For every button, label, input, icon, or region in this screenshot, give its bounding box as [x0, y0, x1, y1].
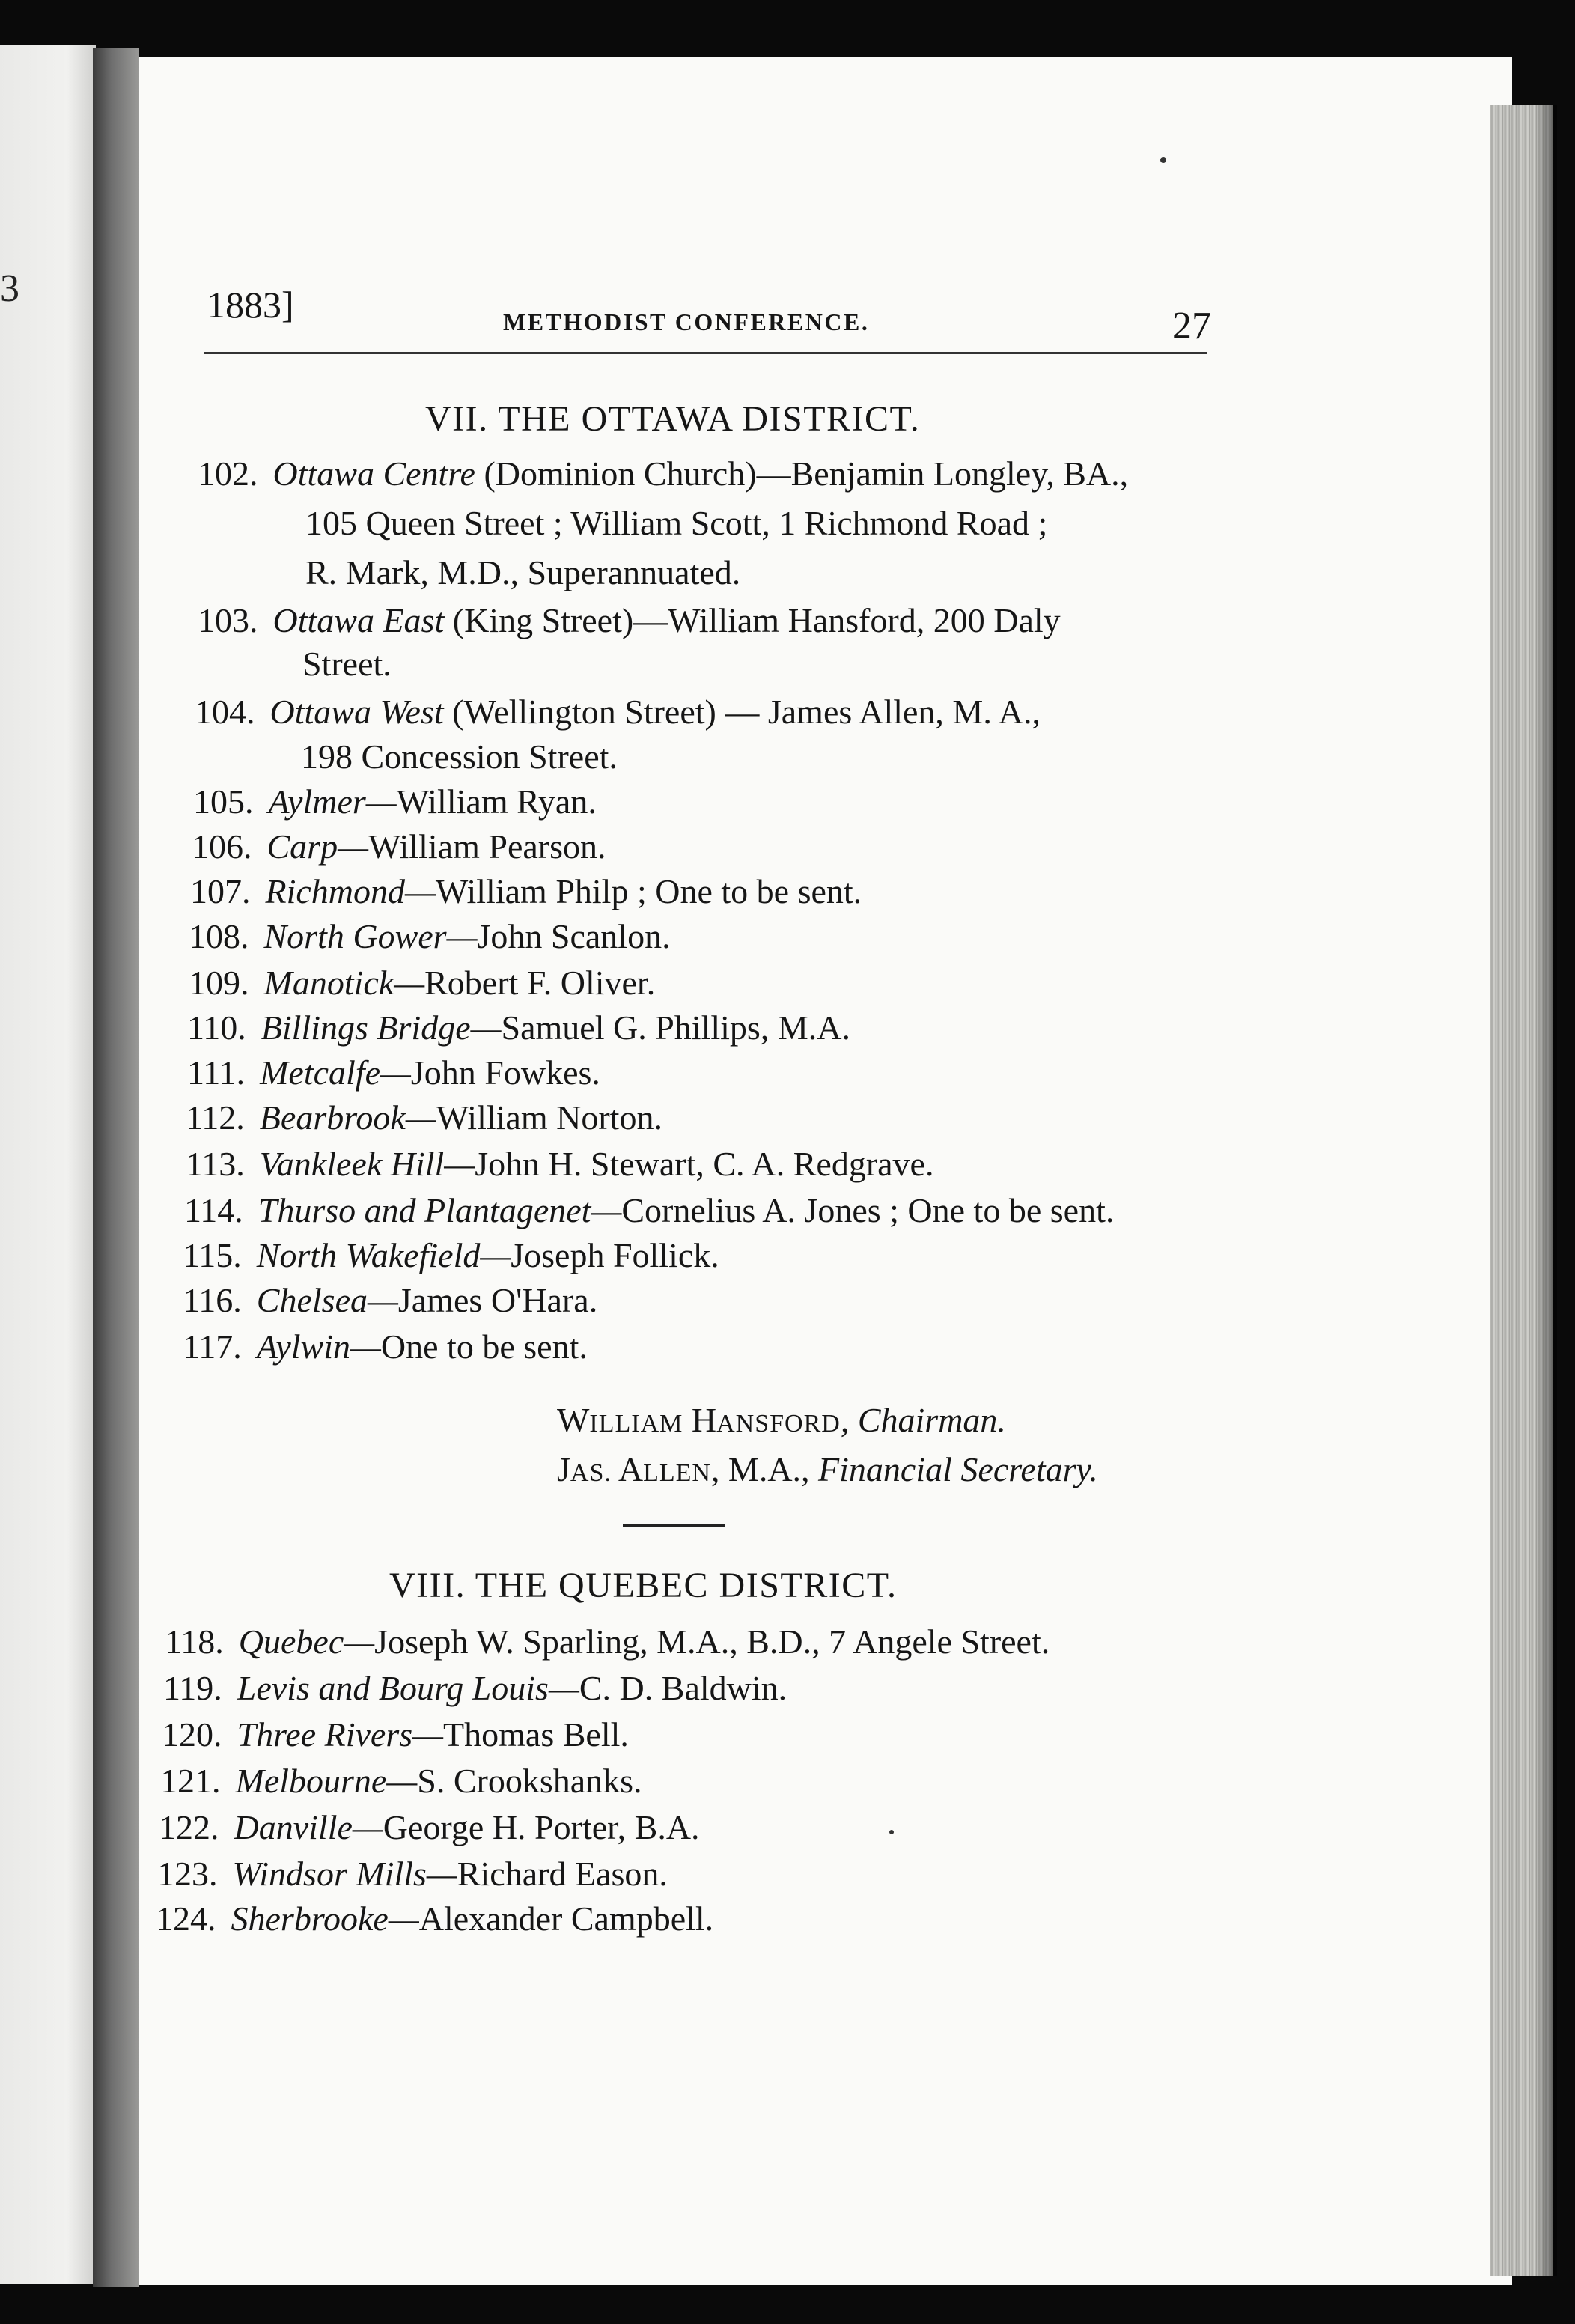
list-item: [160, 1764, 642, 1798]
list-item: [162, 1715, 629, 1753]
page-number: 27: [1172, 305, 1211, 347]
entry-number: 103.: [198, 601, 258, 639]
appointment: William Philp ; One to be sent.: [435, 872, 862, 910]
facing-page-edge: [0, 45, 96, 2284]
list-item: [163, 1671, 787, 1706]
list-item: [159, 1810, 700, 1845]
appointment: James O'Hara.: [397, 1281, 598, 1319]
entry-number: 102.: [198, 454, 258, 493]
running-header-year: 1883]: [207, 284, 294, 326]
circuit-name: Thurso and Plantagenet—: [258, 1191, 622, 1229]
list-item: [189, 966, 655, 1000]
entry-number: 111.: [187, 1053, 246, 1092]
list-item: [156, 1899, 714, 1938]
appointment: Robert F. Oliver.: [424, 964, 656, 1002]
list-item: [183, 1327, 588, 1366]
entry-continuation: R. Mark, M.D., Superannuated.: [305, 553, 741, 591]
appointment: Cornelius A. Jones ; One to be sent.: [621, 1191, 1115, 1229]
appointment: C. D. Baldwin.: [579, 1669, 788, 1707]
list-item: [184, 1193, 1114, 1228]
entry-continuation: 105 Queen Street ; William Scott, 1 Richmond Road ;: [305, 504, 1048, 542]
appointment: John Scanlon.: [477, 917, 671, 955]
entry-continuation: Street.: [302, 645, 392, 683]
entry-number: 120.: [162, 1715, 222, 1753]
appointment: Richard Eason.: [457, 1855, 668, 1893]
list-item: [187, 1011, 850, 1045]
list-item: [157, 1857, 668, 1891]
circuit-name: Windsor Mills—: [232, 1855, 457, 1893]
entry-number: 116.: [183, 1281, 242, 1319]
entry-number: 108.: [189, 917, 249, 955]
circuit-name: Melbourne—: [235, 1762, 418, 1800]
entry-number: 115.: [183, 1236, 242, 1274]
entry-number: 124.: [156, 1899, 216, 1938]
list-item: [193, 782, 597, 821]
appointment: William Norton.: [436, 1098, 662, 1137]
entry-number: 121.: [160, 1762, 221, 1800]
gutter-shadow: [93, 48, 139, 2287]
list-item: [165, 1622, 1050, 1661]
appointment: Thomas Bell.: [443, 1715, 629, 1753]
ink-speck: [1160, 157, 1166, 163]
circuit-name: Aylwin—: [256, 1327, 381, 1366]
entry-number: 123.: [157, 1855, 218, 1893]
circuit-name: Ottawa Centre: [272, 454, 475, 493]
list-item: [189, 919, 671, 954]
list-item: [192, 827, 606, 866]
list-item: [183, 1238, 719, 1273]
entry-number: 107.: [190, 872, 251, 910]
running-header-title: METHODIST CONFERENCE.: [503, 308, 870, 335]
circuit-name: Levis and Bourg Louis—: [237, 1669, 579, 1707]
appointment: John Fowkes.: [410, 1053, 600, 1092]
circuit-name: Vankleek Hill—: [259, 1145, 475, 1183]
circuit-name: Danville—: [234, 1808, 383, 1846]
list-item: [183, 1283, 597, 1318]
circuit-name: North Wakefield—: [256, 1236, 511, 1274]
appointment: William Pearson.: [368, 827, 606, 866]
entry-number: 110.: [187, 1009, 246, 1047]
circuit-name: Richmond—: [265, 872, 436, 910]
appointment: S. Crookshanks.: [417, 1762, 642, 1800]
circuit-name: Sherbrooke—: [231, 1899, 419, 1938]
entry-number: 105.: [193, 782, 254, 821]
facing-page-fragment: 3: [0, 267, 19, 310]
appointment: (Dominion Church)—Benjamin Longley, BA.,: [475, 454, 1129, 493]
appointment: Samuel G. Phillips, M.A.: [501, 1009, 850, 1047]
circuit-name: Three Rivers—: [237, 1715, 444, 1753]
financial-secretary-signature: JAS. ALLEN, M.A., Financial Secretary.: [557, 1450, 1098, 1488]
appointment: George H. Porter, B.A.: [383, 1808, 700, 1846]
circuit-name: Billings Bridge—: [261, 1009, 502, 1047]
list-item: [186, 1147, 933, 1181]
circuit-name: Quebec—: [238, 1622, 375, 1661]
section-title-ottawa: VII. THE OTTAWA DISTRICT.: [425, 399, 921, 439]
circuit-name: Ottawa West: [269, 693, 444, 731]
entry-number: 109.: [189, 964, 249, 1002]
circuit-name: Aylmer—: [268, 782, 397, 821]
appointment: Joseph Follick.: [511, 1236, 719, 1274]
circuit-name: Manotick—: [263, 964, 425, 1002]
section-title-quebec: VIII. THE QUEBEC DISTRICT.: [389, 1566, 898, 1605]
entry-number: 122.: [159, 1808, 219, 1846]
entry-number: 114.: [184, 1191, 243, 1229]
list-item: [198, 454, 1129, 493]
entry-number: 119.: [163, 1669, 222, 1707]
entry-number: 104.: [195, 693, 255, 731]
section-separator-rule: [623, 1524, 725, 1527]
list-item: [198, 603, 1061, 638]
circuit-name: Ottawa East: [272, 601, 445, 639]
appointment: One to be sent.: [380, 1327, 588, 1366]
circuit-name: Metcalfe—: [260, 1053, 411, 1092]
circuit-name: North Gower—: [263, 917, 478, 955]
appointment: (Wellington Street) — James Allen, M. A.,: [443, 693, 1041, 731]
page-edge-shade: [1535, 105, 1557, 2276]
appointment: Alexander Campbell.: [418, 1899, 714, 1938]
appointment: John H. Stewart, C. A. Redgrave.: [475, 1145, 934, 1183]
entry-number: 113.: [186, 1145, 245, 1183]
appointment: (King Street)—William Hansford, 200 Daly: [444, 601, 1061, 639]
header-rule: [204, 352, 1207, 354]
list-item: [186, 1098, 662, 1137]
appointment: William Ryan.: [396, 782, 597, 821]
list-item: [195, 695, 1041, 729]
chairman-signature: WILLIAM HANSFORD, Chairman.: [557, 1401, 1006, 1439]
entry-number: 112.: [186, 1098, 245, 1137]
circuit-name: Carp—: [266, 827, 368, 866]
list-item: [187, 1053, 600, 1092]
appointment: Joseph W. Sparling, M.A., B.D., 7 Angele Street.: [374, 1622, 1050, 1661]
list-item: [190, 874, 862, 909]
entry-continuation: 198 Concession Street.: [301, 737, 618, 776]
entry-number: 117.: [183, 1327, 242, 1366]
entry-number: 118.: [165, 1622, 224, 1661]
circuit-name: Bearbrook—: [259, 1098, 436, 1137]
entry-number: 106.: [192, 827, 252, 866]
ink-speck: [889, 1830, 894, 1834]
circuit-name: Chelsea—: [256, 1281, 398, 1319]
